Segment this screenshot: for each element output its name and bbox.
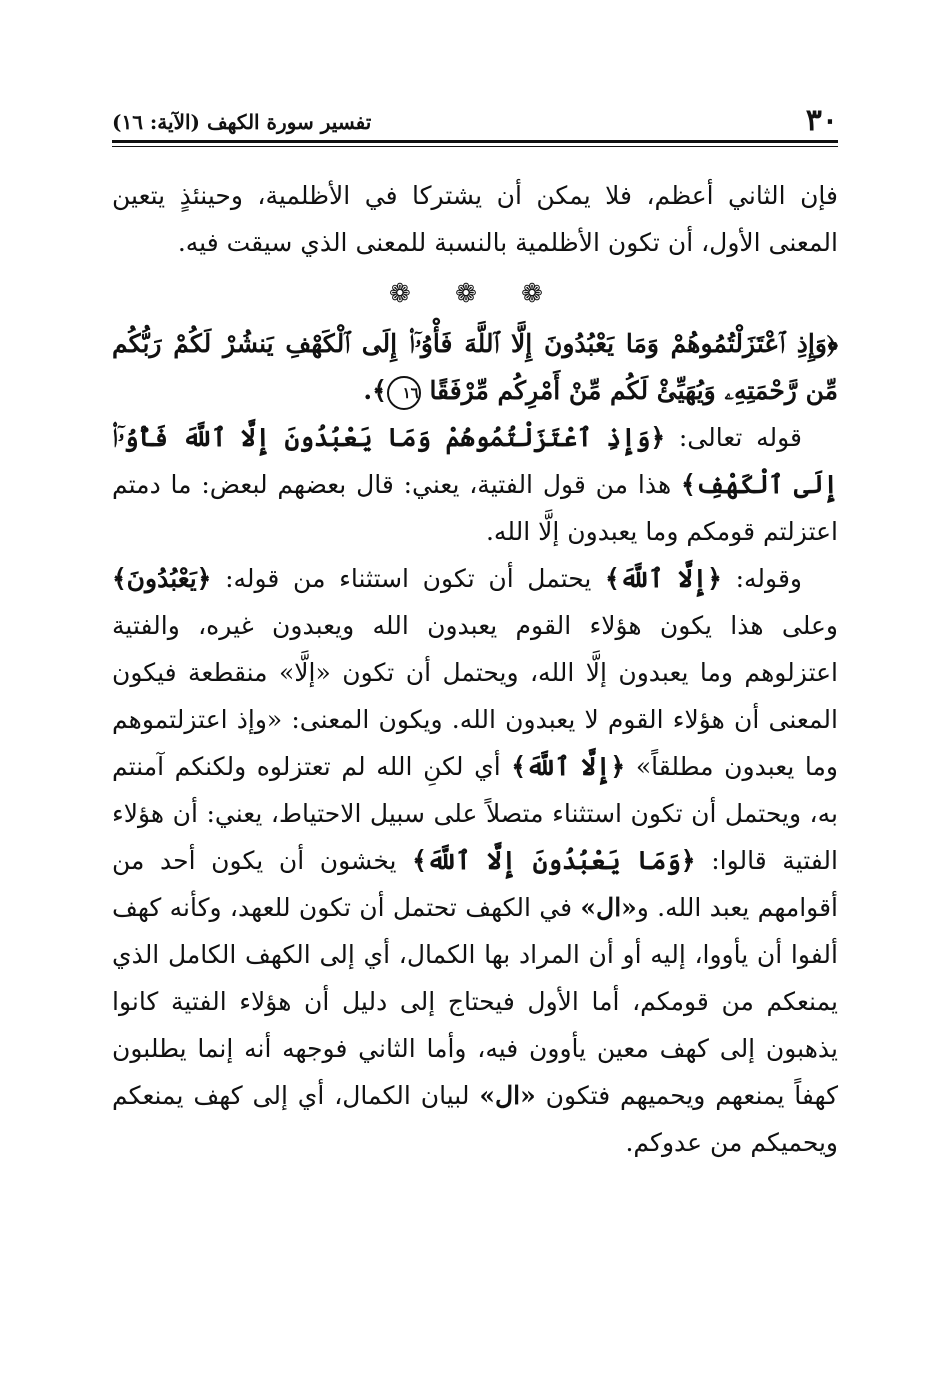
commentary-text: يحتمل أن تكون استثناء من قوله:: [211, 564, 605, 593]
commentary-text: لبيان الكمال، أي إلى كهف يمنعكم ويحميكم من عدوكم.: [112, 1081, 838, 1157]
commentary-text: في الكهف تحتمل أن تكون للعهد، وكأنه كهف ألفوا أن يأووا، إليه أو أن المراد بها الكمال، أي إلى الكهف الكامل الذي يمنعكم من قومكم، أما الأول فيحتاج إلى دليل أن هؤلاء الفتية كانوا يذهبون إلى كهف معين يأوون فيه، وأما الثاني فوجهه أنه إنما يطلبون كهفاً يمنعهم ويحميهم فتكون: [112, 893, 838, 1110]
page-number: ٣٠: [805, 103, 838, 138]
definite-article-term: «ال»: [580, 893, 637, 922]
running-title: تفسير سورة الكهف (الآية: ١٦): [112, 110, 372, 134]
verse-close-bracket: ﴾.: [363, 376, 387, 405]
commentary-text: يخشون أن يكون أحد من أقوامهم يعبد الله. و: [112, 846, 838, 922]
paragraph-commentary-2: [112, 555, 838, 1166]
verse-open-bracket: ﴿: [826, 329, 838, 358]
header-rule-thick: [112, 140, 838, 143]
verse-text: وَإِذِ ٱعْتَزَلْتُمُوهُمْ وَمَا يَعْبُدُونَ إِلَّا ٱللَّهَ فَأْوُۥٓا۟ إِلَى ٱلْكَهْفِ يَنشُرْ لَكُمْ رَبُّكُم مِّن رَّحْمَتِهِۦ وَيُهَيِّئْ لَكُم مِّنْ أَمْرِكُم مِّرْفَقًا: [112, 329, 838, 405]
commentary-text: هذا من قول الفتية، يعني: قال بعضهم لبعض: ما دمتم اعتزلتم قومكم وما يعبدون إلَّا الله.: [112, 470, 838, 546]
page-body: [112, 172, 838, 1166]
quoted-verse: ﴿إِلَّا ٱللَّهَ﴾: [511, 752, 626, 781]
commentary-text: وعلى هذا يكون هؤلاء القوم يعبدون الله ويعبدون غيره، والفتية اعتزلوهم وما يعبدون إلَّا الله، ويحتمل أن تكون «إلَّا» منقطعة فيكون المعنى أن هؤلاء القوم لا يعبدون الله. ويكون المعنى: «وإذ اعتزلتموهم وما يعبدون مطلقاً»: [112, 611, 838, 781]
commentary-lead: قوله تعالى:: [665, 423, 802, 452]
quoted-verse: ﴿وَإِذِ ٱعْتَزَلْتُمُوهُمْ وَمَا يَعْبُدُونَ إِلَّا ٱللَّهَ فَأْوُۥٓا۟ إِلَى ٱلْكَهْفِ﴾: [112, 423, 838, 499]
quoted-verse: ﴿يَعْبُدُونَ﴾: [112, 564, 212, 593]
verse-number-marker: ١٦: [387, 376, 421, 410]
section-separator-ornament: ❁ ❁ ❁: [389, 279, 561, 309]
header-rule-thin: [112, 146, 838, 147]
page-header: [112, 96, 838, 136]
paragraph-commentary-1: [112, 414, 838, 555]
definite-article-term: «ال»: [479, 1081, 536, 1110]
verse-block: [112, 320, 838, 414]
quoted-verse: ﴿إِلَّا ٱللَّهَ﴾: [604, 564, 722, 593]
commentary-text: أي لكنِ الله لم تعتزلوه ولكنكم آمنتم به، ويحتمل أن تكون استثناء متصلاً على سبيل الاحتياط، يعني: أن هؤلاء الفتية قالوا:: [112, 752, 838, 875]
paragraph-continuation: فإن الثاني أعظم، فلا يمكن أن يشتركا في الأظلمية، وحينئذٍ يتعين المعنى الأول، أن تكون الأظلمية بالنسبة للمعنى الذي سيقت فيه.: [112, 181, 838, 257]
commentary-lead: وقوله:: [721, 564, 802, 593]
quoted-verse: ﴿وَمَا يَعْبُدُونَ إِلَّا ٱللَّهَ﴾: [412, 846, 696, 875]
